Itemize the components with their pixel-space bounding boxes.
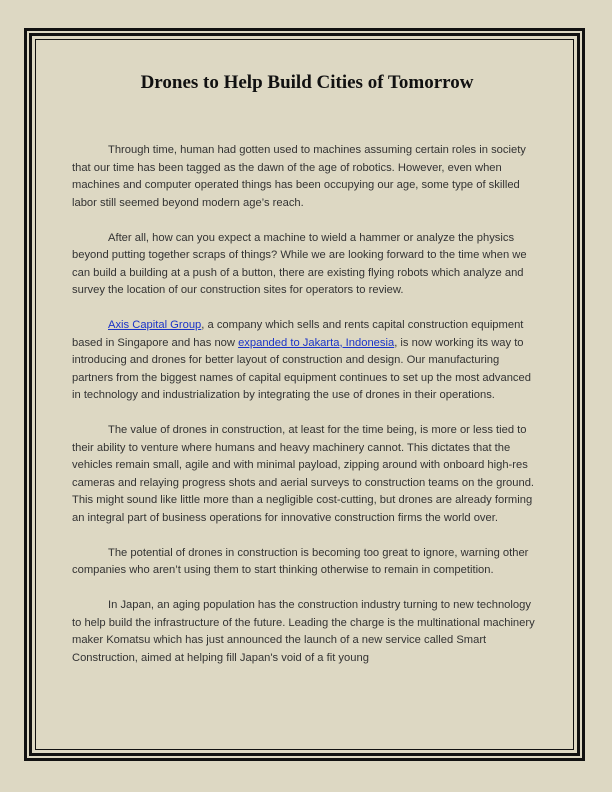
paragraph-1: Through time, human had gotten used to machines assuming certain roles in society that our time has been tagged as the dawn of the age of robotics. However, even when machines and computer operated things has been occupying our age, some type of skilled labor still seemed beyond modern age’s reach.: [72, 144, 526, 209]
expanded-to-jakarta-link[interactable]: expanded to Jakarta, Indonesia: [238, 336, 395, 349]
paragraph-6: In Japan, an aging population has the construction industry turning to new technology to help build the infrastructure of the future. Leading the charge is the multinational machinery maker Komatsu which has just announced the launch of a new service called Smart Construction, aimed at helping fill Japan's void of a fit young: [72, 599, 535, 664]
paragraph-2: After all, how can you expect a machine to wield a hammer or analyze the physics beyond putting together scraps of things? While we are looking forward to the time when we can build a building at a push of a button, there are existing flying robots which analyze and survey the location of our construction sites for operators to review.: [72, 231, 527, 296]
paragraph-3-text-a: , a company which sells and rents capital construction equipment based in Singapore and has now: [72, 319, 524, 349]
paragraph-4: The value of drones in construction, at least for the time being, is more or less tied to their ability to venture where humans and heavy machinery cannot. This dictates that the vehicles remain small, agile and with minimal payload, zipping around with onboard high-res cameras and relaying progress shots and aerial surveys to construction teams on the ground. This might sound like little more than a negligible cost-cutting, but drones are already forming an integral part of business operations for innovative construction firms the world over.: [72, 424, 535, 524]
paragraph-3: [72, 317, 542, 405]
document-body: [72, 70, 542, 720]
paragraph-3-text-b: , is now working its way to introducing and drones for better layout of construction and design. Our manufacturing partners from the biggest names of capital equipment continues to set up the most advanced in technology and industrialization by integrating the use of drones in their operations.: [72, 336, 531, 401]
axis-capital-group-link[interactable]: Axis Capital Group: [108, 319, 202, 331]
article: [72, 142, 542, 667]
page-title: Drones to Help Build Cities of Tomorrow: [140, 72, 474, 93]
paragraph-5: The potential of drones in construction is becoming too great to ignore, warning other companies who aren’t using them to start thinking otherwise to remain in competition.: [72, 546, 529, 576]
